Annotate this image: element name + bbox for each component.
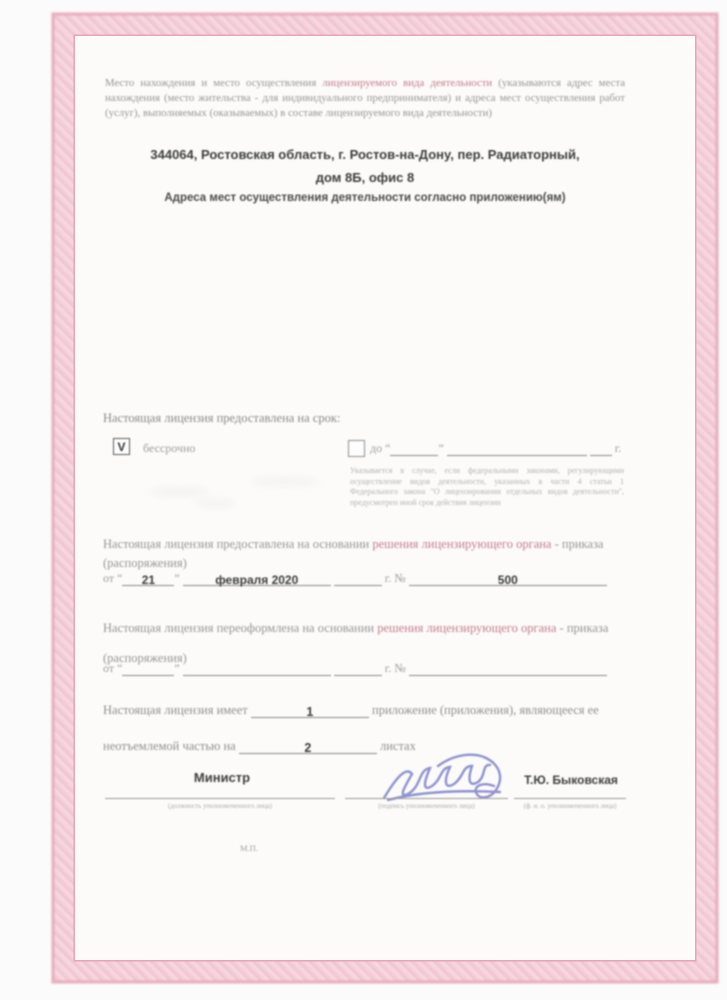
checkbox-empty-icon [348, 440, 365, 457]
scan-artifact [250, 478, 320, 485]
reissued-part3: - приказа (распоряжения) [103, 621, 609, 665]
reissued-day-field [122, 663, 174, 676]
address-line-1: 344064, Ростовская область, г. Ростов-на-Дону, пер. Радиаторный, [150, 147, 580, 162]
granted-quote-close: ” [174, 571, 180, 585]
position-signature-line [105, 798, 335, 799]
granted-month-field: февраля 2020 [183, 573, 331, 586]
sign-signature-line [345, 798, 508, 799]
scan-artifact [150, 488, 210, 496]
option-unlimited-label: бессрочно [143, 441, 196, 455]
option-until-row [370, 441, 621, 456]
address-appendix-note: Адреса мест осуществления деятельности согласно приложению(ям) [164, 192, 566, 204]
attachments-line-1 [103, 703, 599, 718]
quote-open: “ [385, 441, 391, 455]
granted-part1: Настоящая лицензия предоставлена на основании [103, 537, 373, 551]
until-day-field [390, 443, 438, 456]
caption-position: (должность уполномоченного лица) [167, 803, 273, 810]
attachments-prefix: Настоящая лицензия имеет [103, 703, 248, 717]
reissued-number-field [409, 663, 607, 676]
stamp-place-mark: М.П. [240, 843, 258, 853]
reissued-highlighted: решения лицензирующего органа [377, 621, 557, 635]
name-signature-line [514, 798, 626, 799]
until-prefix: до [370, 441, 383, 455]
sheets-count-field: 2 [239, 741, 377, 754]
reissued-extra-field [334, 663, 382, 676]
granted-extra-field [334, 573, 382, 586]
scan-artifact [196, 500, 236, 507]
granted-number-field: 500 [409, 573, 607, 586]
location-intro-paragraph [105, 76, 625, 121]
attachments-count-field: 1 [251, 705, 369, 718]
granted-day-field: 21 [122, 573, 174, 586]
term-footnote: Указывается в случае, если федеральными законами, регулирующими осуществление видов деятельности, указанных в части 4 статьи 1 Федерального закона "О лицензировании отдельных видов деятельности", предусмотрен иной срок действия лицензии [350, 466, 624, 507]
attachments-line-2 [103, 739, 416, 754]
granted-paragraph [103, 535, 627, 573]
sheets-suffix: листах [379, 739, 416, 753]
intro-text-highlighted: лицензируемого вида деятельности [322, 77, 493, 89]
granted-highlighted: решения лицензирующего органа [372, 537, 552, 551]
reissued-quote-open: “ [117, 661, 123, 675]
caption-sign: (подпись уполномоченного лица) [378, 803, 475, 810]
granted-g-no-label: г. № [384, 571, 406, 585]
signer-name: Т.Ю. Быковская [524, 773, 618, 787]
until-year-field [590, 443, 612, 456]
checkbox-unlimited [113, 438, 130, 455]
reissued-date-row [103, 661, 607, 676]
sheets-prefix: неотъемлемой частью на [103, 739, 236, 753]
term-label: Настоящая лицензия предоставлена на срок: [103, 411, 341, 425]
reissued-month-field [183, 663, 331, 676]
signer-position: Министр [193, 770, 251, 785]
caption-name: (ф. и. о. уполномоченного лица) [523, 803, 617, 810]
reissued-ot-label: от [103, 661, 115, 675]
attachments-suffix: приложение (приложения), являющееся ее [372, 703, 599, 717]
until-suffix: г. [614, 441, 622, 455]
reissued-g-no-label: г. № [384, 661, 406, 675]
intro-text-part1: Место нахождения и место осуществления [105, 77, 323, 89]
quote-close: ” [438, 441, 444, 455]
granted-quote-open: “ [117, 571, 123, 585]
checkbox-checked-icon [113, 438, 130, 455]
granted-part3: - приказа (распоряжения) [103, 537, 604, 570]
granted-ot-label: от [103, 571, 115, 585]
granted-date-row [103, 571, 607, 586]
intro-text-part3: (указываются адрес места нахождения (место жительства - для индивидуального предпринимателя) и адреса мест осуществления работ (услуг), выполняемых (оказываемых) в составе лицензируемого вида деятельности) [105, 77, 625, 119]
address-line-2: дом 8Б, офис 8 [315, 170, 415, 185]
checkmark: V [117, 439, 126, 454]
reissued-part1: Настоящая лицензия переоформлена на основании [103, 621, 378, 635]
checkbox-until [348, 440, 365, 457]
until-month-field [447, 443, 587, 456]
reissued-quote-close: ” [174, 661, 180, 675]
